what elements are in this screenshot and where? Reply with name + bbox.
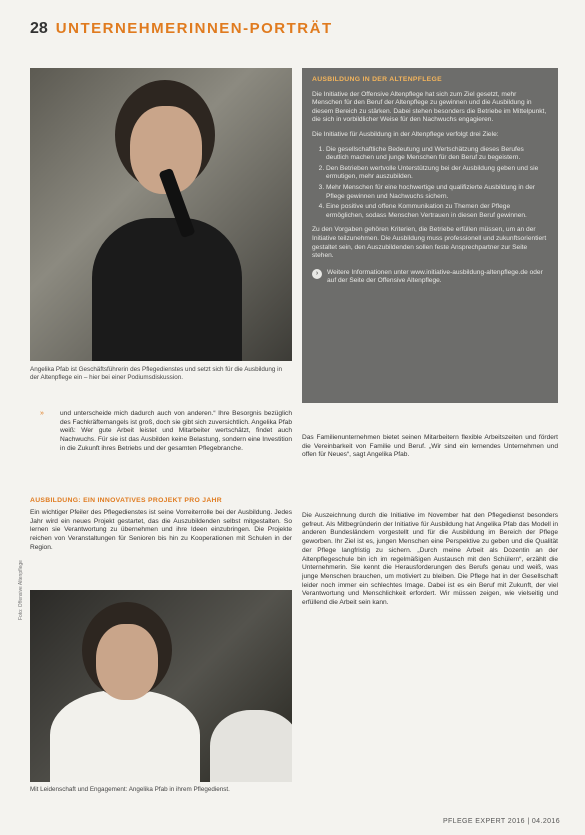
- info-box-intro: Die Initiative der Offensive Altenpflege hat sich zum Ziel gesetzt, mehr Menschen für den Beruf der Altenpflege zu gewinnen und die Ausbildung in diesem Bereich zu stärken. Dabei stehen besonders die Betriebe im Mittelpunkt, die sich in vorbildlicher Weise für den Nachwuchs engagieren.: [312, 90, 547, 124]
- portrait-photo-microphone: [30, 68, 292, 361]
- section-title: UNTERNEHMERINNEN-PORTRÄT: [55, 20, 333, 37]
- info-box-closing: Zu den Vorgaben gehören Kriterien, die Betriebe erfüllen müssen, um an der Initiative teilzunehmen. Die Ausbildung muss professionell und zukunftsorientiert gestaltet sein, den Auszubildenden sollen feste Ansprechpartner zur Seite stehen.: [312, 226, 547, 260]
- info-box: [302, 68, 558, 403]
- article-paragraph: Das Familienunternehmen bietet seinen Mitarbeitern flexible Arbeitszeiten und fördert die Vereinbarkeit von Familie und Beruf. „Wir sind ein lernendes Unternehmen und offen für Neues“, sagt Angelika Pfab.: [302, 434, 558, 459]
- arrow-right-icon: ›: [312, 269, 322, 279]
- photo-credit: Foto: Offensive Altenpflege: [18, 560, 24, 620]
- info-box-link[interactable]: [312, 269, 548, 286]
- page-footer: PFLEGE EXPERT 2016 | 04.2016: [442, 818, 560, 825]
- article-subheading: AUSBILDUNG: EIN INNOVATIVES PROJEKT PRO JAHR: [30, 497, 222, 504]
- list-item: 3. Mehr Menschen für eine hochwertige und qualifizierte Ausbildung in der Pflege gewinnen und Nachwuchs sichern.: [326, 184, 548, 201]
- info-box-lead: Die Initiative für Ausbildung in der Altenpflege verfolgt drei Ziele:: [312, 130, 499, 138]
- info-box-list: [312, 146, 548, 221]
- portrait-photo-smiling: [30, 590, 292, 782]
- continuation-arrow-icon: »: [40, 410, 44, 417]
- article-paragraph: Ein wichtiger Pfeiler des Pflegedienstes ist seine Vorreiterrolle bei der Ausbildung. Jedes Jahr wird ein neues Projekt gestartet, das die Auszubildenden selbst mitgestalten. So lernen sie Verantwortung zu übernehmen und ihre Ideen einzubringen. Die Projekte reichen von Veranstaltungen für Senioren bis hin zu Kooperationen mit Schulen in der Region.: [30, 509, 292, 551]
- list-item: 2. Den Betrieben wertvolle Unterstützung bei der Ausbildung geben und sie ermutigen, mehr auszubilden.: [326, 165, 548, 182]
- article-paragraph: Die Auszeichnung durch die Initiative im November hat den Pflegedienst besonders gefreut. Als Mitbegründerin der Initiative für Ausbildung hat Angelika Pfab das Modell in anderen Bundesländern vorgestellt und für die Ausbildung im Bereich der Pflege geworben. Ihr Ziel ist es, jungen Menschen eine Perspektive zu geben und die Qualität der Pflege langfristig zu sichern. „Durch meine Arbeit als Dozentin an der Altenpflegeschule bin ich im regelmäßigen Austausch mit den Schülern“, erzählt die Unternehmerin. Sie kennt die Herausforderungen des Berufs genau und weiß, was junge Menschen brauchen, um motiviert zu bleiben. Die Pflege hat in der Gesellschaft leider noch immer ein schlechtes Image. Dabei ist es ein Beruf mit Zukunft, der viel Verantwortung und Menschlichkeit erfordert. Wir müssen zeigen, wie vielseitig und erfüllend die Arbeit sein kann.: [302, 512, 558, 607]
- photo-caption: Mit Leidenschaft und Engagement: Angelika Pfab in ihrem Pflegedienst.: [30, 786, 230, 793]
- info-box-title: AUSBILDUNG IN DER ALTENPFLEGE: [312, 76, 442, 83]
- info-box-link-text: Weitere Informationen unter www.initiative-ausbildung-altenpflege.de oder auf der Seite der Offensive Altenpflege.: [327, 268, 543, 285]
- page-header: [30, 20, 333, 38]
- list-item: 1. Die gesellschaftliche Bedeutung und Wertschätzung dieses Berufes deutlich machen und junge Menschen für den Beruf zu begeistern.: [326, 146, 548, 163]
- article-paragraph: und unterscheide mich dadurch auch von anderen.“ Ihre Besorgnis bezüglich des Fachkräftemangels ist groß, doch sie gibt sich zuversichtlich. Angelika Pfab weiß: Wer gute Arbeit leistet und Mitarbeiter wertschätzt, findet auch Nachwuchs. Für sie ist das Ausbilden keine Belastung, sondern eine Investition in die Zukunft ihres Betriebs und der gesamten Pflegebranche.: [60, 410, 292, 452]
- photo-caption: Angelika Pfab ist Geschäftsführerin des Pflegedienstes und setzt sich für die Ausbildung in der Altenpflege ein – hier bei einer Podiumsdiskussion.: [30, 366, 283, 381]
- list-item: 4. Eine positive und offene Kommunikation zu Themen der Pflege ermöglichen, sodass Menschen Vertrauen in diesen Beruf gewinnen.: [326, 203, 548, 220]
- page-number: 28: [30, 20, 48, 37]
